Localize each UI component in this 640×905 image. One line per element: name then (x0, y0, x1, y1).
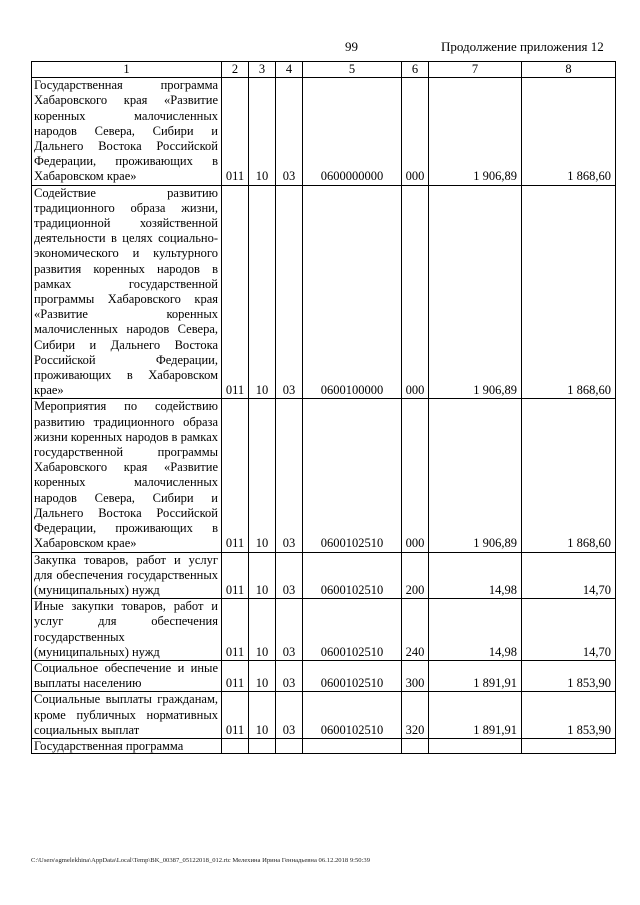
item-name-cell: Государственная программа Хабаровского края «Развитие коренных малочисленных народов Севера, Сибири и Дальнего Востока Российской Федерации, проживающих в Хабаровском крае» (32, 78, 222, 185)
item-name-cell: Мероприятия по содействию развитию традиционного образа жизни коренных народов в рамках государственной программы Хабаровского края «Развитие коренных малочисленных народов Севера, Сибири и Дальнего Востока Российской Федерации, проживающих в Хабаровском крае» (32, 399, 222, 552)
table-row (32, 692, 616, 739)
ministry-code-cell: 011 (222, 552, 249, 599)
amount-cell: 1 906,89 (429, 78, 522, 185)
amount-cell: 1 906,89 (429, 399, 522, 552)
empty-cell (429, 738, 522, 753)
table-row (32, 78, 616, 185)
item-name-cell: Государственная программа (32, 738, 222, 753)
table-row (32, 660, 616, 691)
amount-cell: 1 853,90 (522, 692, 616, 739)
expense-type-cell: 300 (402, 660, 429, 691)
amount-cell: 14,70 (522, 552, 616, 599)
ministry-code-cell: 011 (222, 692, 249, 739)
column-header: 3 (249, 62, 276, 78)
column-header: 2 (222, 62, 249, 78)
column-header: 8 (522, 62, 616, 78)
target-article-cell: 0600100000 (303, 185, 402, 399)
table-row-continued (32, 738, 616, 753)
empty-cell (522, 738, 616, 753)
subsection-code-cell: 03 (276, 692, 303, 739)
table-row (32, 399, 616, 552)
section-code-cell: 10 (249, 692, 276, 739)
footer-file-path: C:\Users\sgmelekhina\AppData\Local\Temp\BK_00387_05122018_012.rtc Мелехина Ирина Геннадьевна 06.12.2018 9:50:39 (31, 857, 370, 864)
expense-type-cell: 320 (402, 692, 429, 739)
ministry-code-cell: 011 (222, 599, 249, 661)
amount-cell: 1 853,90 (522, 660, 616, 691)
column-number-row (32, 62, 616, 78)
amount-cell: 14,98 (429, 599, 522, 661)
expense-type-cell: 200 (402, 552, 429, 599)
amount-cell: 1 868,60 (522, 185, 616, 399)
amount-cell: 1 891,91 (429, 660, 522, 691)
column-header: 7 (429, 62, 522, 78)
empty-cell (402, 738, 429, 753)
target-article-cell: 0600102510 (303, 399, 402, 552)
item-name-cell: Содействие развитию традиционного образа жизни, традиционной хозяйственной деятельности в целях социально-экономического и культурного развития коренных народов в рамках государственной программы Хабаровского края «Развитие коренных малочисленных народов Севера, Сибири и Дальнего Востока Российской Федерации, проживающих в Хабаровском крае» (32, 185, 222, 399)
column-header: 6 (402, 62, 429, 78)
item-name-cell: Закупка товаров, работ и услуг для обеспечения государственных (муниципальных) нужд (32, 552, 222, 599)
amount-cell: 14,98 (429, 552, 522, 599)
subsection-code-cell: 03 (276, 660, 303, 691)
section-code-cell: 10 (249, 399, 276, 552)
target-article-cell: 0600102510 (303, 660, 402, 691)
ministry-code-cell: 011 (222, 399, 249, 552)
expense-type-cell: 240 (402, 599, 429, 661)
empty-cell (249, 738, 276, 753)
ministry-code-cell: 011 (222, 660, 249, 691)
ministry-code-cell: 011 (222, 185, 249, 399)
section-code-cell: 10 (249, 552, 276, 599)
item-name-cell: Иные закупки товаров, работ и услуг для обеспечения государственных (муниципальных) нужд (32, 599, 222, 661)
subsection-code-cell: 03 (276, 78, 303, 185)
subsection-code-cell: 03 (276, 552, 303, 599)
amount-cell: 1 906,89 (429, 185, 522, 399)
subsection-code-cell: 03 (276, 399, 303, 552)
expense-type-cell: 000 (402, 185, 429, 399)
budget-table-body (32, 62, 616, 754)
column-header: 4 (276, 62, 303, 78)
target-article-cell: 0600102510 (303, 692, 402, 739)
table-row (32, 599, 616, 661)
amount-cell: 1 868,60 (522, 78, 616, 185)
subsection-code-cell: 03 (276, 185, 303, 399)
amount-cell: 1 891,91 (429, 692, 522, 739)
section-code-cell: 10 (249, 185, 276, 399)
empty-cell (303, 738, 402, 753)
item-name-cell: Социальные выплаты гражданам, кроме публичных нормативных социальных выплат (32, 692, 222, 739)
page-number: 99 (345, 39, 358, 54)
budget-table (31, 61, 616, 754)
target-article-cell: 0600102510 (303, 552, 402, 599)
column-header: 5 (303, 62, 402, 78)
subsection-code-cell: 03 (276, 599, 303, 661)
table-row (32, 185, 616, 399)
empty-cell (276, 738, 303, 753)
expense-type-cell: 000 (402, 399, 429, 552)
target-article-cell: 0600102510 (303, 599, 402, 661)
target-article-cell: 0600000000 (303, 78, 402, 185)
appendix-continuation-note: Продолжение приложения 12 (441, 39, 604, 54)
expense-type-cell: 000 (402, 78, 429, 185)
section-code-cell: 10 (249, 660, 276, 691)
section-code-cell: 10 (249, 78, 276, 185)
section-code-cell: 10 (249, 599, 276, 661)
table-row (32, 552, 616, 599)
ministry-code-cell: 011 (222, 78, 249, 185)
column-header: 1 (32, 62, 222, 78)
amount-cell: 14,70 (522, 599, 616, 661)
item-name-cell: Социальное обеспечение и иные выплаты населению (32, 660, 222, 691)
empty-cell (222, 738, 249, 753)
amount-cell: 1 868,60 (522, 399, 616, 552)
